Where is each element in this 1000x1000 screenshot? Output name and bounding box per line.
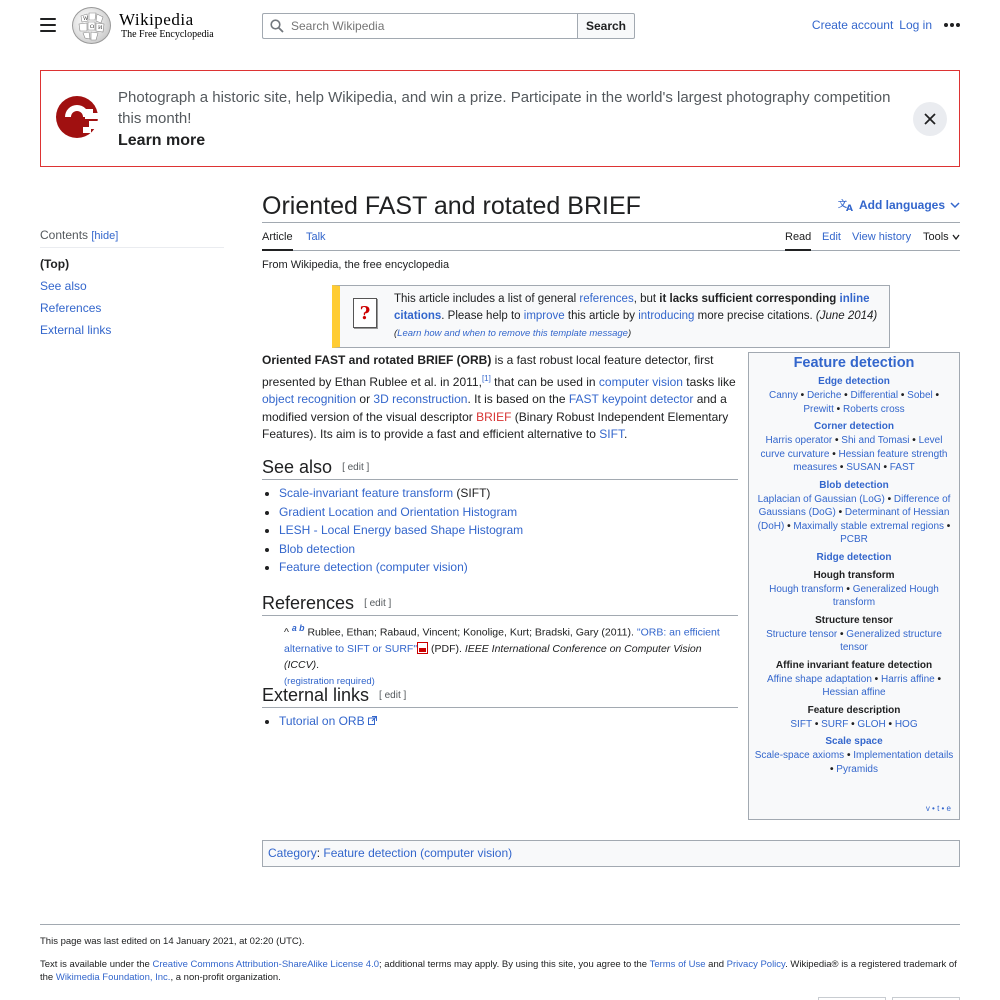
lead-text: tasks like (682, 374, 736, 389)
category-colon: : (316, 846, 324, 860)
navbox-list (749, 493, 959, 547)
notice-text: this article by (564, 310, 639, 322)
pdf-icon (417, 642, 428, 654)
privacy-link[interactable]: Privacy Policy (726, 959, 786, 970)
tab-edit[interactable]: Edit (822, 231, 841, 243)
navbox-item-link[interactable]: Level curve curvature (760, 435, 943, 460)
add-languages-label: Add languages (858, 198, 945, 212)
terms-link[interactable]: Terms of Use (649, 959, 706, 970)
footer-text: . Wikipedia® is a registered trademark of the (40, 959, 957, 983)
references-heading: References (262, 593, 355, 613)
toc-item-top[interactable]: (Top) (40, 257, 70, 271)
tools-label: Tools (923, 231, 949, 243)
list-item (279, 484, 738, 503)
tab-article[interactable]: Article (262, 231, 293, 251)
separator: • (832, 435, 842, 446)
see-also-link[interactable]: Blob detection (279, 541, 356, 556)
section-see-also (262, 456, 738, 577)
references-link[interactable]: references (579, 293, 634, 305)
navbox-group-heading: Affine invariant feature detection (775, 659, 933, 671)
separator: • (944, 520, 951, 532)
navbox-item-link[interactable]: Difference of Gaussians (DoG) (758, 493, 951, 518)
toc-heading-label: Contents (40, 228, 89, 242)
tutorial-orb-link[interactable]: Tutorial on ORB (279, 714, 365, 728)
page-footer (40, 924, 960, 984)
navbox-item-link[interactable]: Maximally stable extremal regions (793, 520, 945, 532)
navbox-item-link[interactable]: SIFT (790, 718, 813, 730)
navbox-item-link[interactable]: Generalized Hough transform (832, 583, 939, 608)
separator: • (880, 462, 890, 473)
improve-link[interactable]: improve (523, 310, 565, 322)
banner-learn-more-link[interactable]: Learn more (118, 132, 206, 149)
separator: • (885, 718, 895, 730)
navbox-item-link[interactable]: FAST (889, 462, 915, 473)
computer-vision-link[interactable]: computer vision (598, 374, 683, 389)
external-link-icon (368, 716, 377, 725)
last-edited: This page was last edited on 14 January 2021, at 02:20 (UTC). (40, 936, 305, 947)
navbox-vte[interactable] (926, 804, 951, 813)
navbox-item-link[interactable]: Generalized structure tensor (840, 628, 942, 653)
notice-text: . Please help to (441, 310, 524, 322)
separator: • (837, 462, 847, 473)
navbox-item-link[interactable]: Scale-space axioms (754, 750, 845, 761)
svg-text:文: 文 (837, 200, 847, 210)
close-banner-button[interactable] (913, 102, 947, 136)
navbox-item-link[interactable]: Implementation details (853, 750, 954, 761)
ref-backlink-a[interactable]: a (291, 623, 297, 633)
list-item (279, 712, 738, 731)
navbox-group-heading[interactable]: Ridge detection (816, 551, 892, 563)
see-also-link[interactable]: Feature detection (computer vision) (279, 560, 468, 574)
wikimedia-link[interactable]: Wikimedia Foundation, Inc. (55, 972, 171, 983)
category-box (262, 840, 960, 867)
lead-text: that can be used in (490, 374, 599, 389)
section-heading (262, 592, 738, 616)
navbox-item-link[interactable]: Hough transform (769, 583, 844, 595)
lead-text: (Binary Robust Independent Elementary Features). Its aim is to provide a fast and efficient alternative to (262, 409, 729, 441)
list-item (279, 558, 738, 577)
language-icon (838, 198, 854, 212)
chevron-down-icon (950, 201, 960, 209)
search-icon (263, 19, 291, 33)
notice-bold: it lacks sufficient corresponding (659, 293, 840, 305)
separator: • (835, 507, 845, 518)
notice-text: , but (633, 293, 660, 305)
orb-paper-link[interactable]: "ORB: an efficient alternative to SIFT or SURF" (284, 626, 720, 655)
separator: • (829, 448, 839, 460)
learn-remove-link[interactable]: Learn how and when to remove this template message (397, 328, 628, 339)
edit-section-link[interactable]: [ edit ] (342, 462, 370, 474)
navbox-item-link[interactable]: Hessian affine (822, 687, 886, 698)
tab-view-history[interactable]: View history (852, 231, 912, 243)
toc-item-external-links[interactable]: External links (40, 323, 112, 337)
ref-venue: IEEE International Conference on Computer Vision (ICCV) (284, 642, 702, 671)
see-also-link[interactable]: Gradient Location and Orientation Histogram (279, 504, 518, 519)
list-item (279, 540, 738, 559)
vte-links[interactable]: v • t • e (925, 804, 951, 813)
navbox-item-link[interactable]: SUSAN (846, 462, 881, 473)
separator: • (884, 493, 894, 505)
navbox-item-link[interactable]: Canny (768, 390, 798, 401)
brief-redlink[interactable]: BRIEF (476, 409, 512, 424)
navbox-group-heading: Structure tensor (815, 614, 893, 626)
navbox-item-link[interactable]: Deriche (806, 390, 842, 401)
separator: • (837, 628, 847, 640)
edit-section-link[interactable]: [ edit ] (364, 598, 392, 610)
see-also-heading: See also (262, 457, 333, 477)
user-links (812, 18, 960, 32)
photo-contest-banner (40, 70, 960, 167)
navbox-list (749, 434, 959, 475)
svg-text:Ω: Ω (90, 24, 95, 30)
sift-link[interactable]: SIFT (599, 427, 624, 441)
question-mark-icon: ? (353, 298, 377, 328)
lead-paragraph (262, 352, 740, 444)
separator: • (848, 718, 858, 730)
navbox-group-heading: Hough transform (813, 569, 895, 581)
ref-backlink-b[interactable]: b (299, 623, 305, 633)
svg-text:И: И (98, 25, 103, 31)
navbox-item-link[interactable]: GLOH (857, 718, 886, 730)
navbox-item-link[interactable]: Structure tensor (766, 628, 838, 640)
main-menu-icon[interactable] (40, 18, 56, 32)
see-also-link[interactable]: LESH - Local Energy based Shape Histogram (279, 523, 524, 537)
toc-item-see-also[interactable]: See also (40, 279, 87, 293)
notice-text: This article includes a list of general (394, 293, 580, 305)
lead-text: and a modified version of the visual descriptor (262, 392, 727, 424)
add-languages-button[interactable] (838, 198, 960, 212)
lead-text: is a fast robust local feature detector, first presented by Ethan Rublee et al. in 2011, (262, 353, 714, 389)
banner-message: Photograph a historic site, help Wikipedia, and win a prize. Participate in the world's largest photography competition this month! (118, 89, 891, 127)
list-suffix: (SIFT) (453, 486, 491, 500)
navbox-list (749, 718, 959, 732)
log-in-link[interactable]: Log in (899, 18, 932, 32)
navbox-list (749, 583, 959, 610)
separator: • (830, 763, 837, 775)
page-title: Oriented FAST and rotated BRIEF (262, 190, 960, 223)
fast-detector-link[interactable]: FAST keypoint detector (568, 392, 694, 406)
section-references (262, 592, 738, 690)
close-icon (923, 112, 937, 126)
registration-required-link[interactable]: (registration required) (284, 675, 375, 687)
search-box[interactable] (262, 13, 578, 39)
tools-menu[interactable] (923, 231, 960, 251)
navbox-item-link[interactable]: Harris operator (765, 435, 833, 446)
separator: • (797, 390, 807, 401)
search-input[interactable] (291, 19, 561, 33)
navbox-item-link[interactable]: Differential (850, 390, 899, 401)
separator: • (844, 750, 854, 761)
separator: • (833, 403, 843, 415)
license-text (40, 958, 960, 984)
navbox-item-link[interactable]: Sobel (907, 390, 933, 401)
search-button[interactable]: Search (577, 13, 635, 39)
separator: • (898, 390, 908, 401)
list-item (279, 521, 738, 540)
navbox-item-link[interactable]: Harris affine (880, 673, 935, 685)
separator: • (934, 673, 941, 685)
lead-text: or (356, 392, 374, 406)
footer-text: and (705, 959, 727, 970)
create-account-link[interactable]: Create account (811, 18, 894, 32)
toc-heading (40, 228, 224, 248)
navbox-item-link[interactable]: PCBR (840, 534, 868, 545)
navbox-item-link[interactable]: HOG (894, 718, 918, 730)
notice-date: (June 2014) (815, 310, 878, 322)
separator: • (909, 435, 919, 446)
separator: • (812, 718, 822, 730)
toc-item-references[interactable]: References (40, 301, 102, 315)
ref-authors: Rublee, Ethan; Rabaud, Vincent; Konolige, Kurt; Bradski, Gary (2011). (304, 626, 637, 639)
external-links-heading: External links (262, 685, 370, 705)
inline-citations-link[interactable]: inline citations (394, 293, 870, 322)
ref-pdf: (PDF). (428, 642, 465, 655)
reference-item (284, 620, 738, 690)
wiki-loves-monuments-logo (53, 93, 107, 141)
navbox-group-heading[interactable]: Edge detection (818, 376, 890, 387)
separator: • (841, 390, 851, 401)
lead-bold: Oriented FAST and rotated BRIEF (ORB) (262, 353, 492, 367)
lead-text: . It is based on the (467, 392, 569, 406)
separator: • (932, 390, 940, 401)
footer-text: , a non-profit organization. (170, 972, 281, 983)
category-value-link[interactable]: Feature detection (computer vision) (323, 846, 513, 860)
navbox-item-link[interactable]: Roberts cross (842, 403, 905, 415)
navbox-group-heading[interactable]: Scale space (825, 736, 883, 747)
separator: • (871, 673, 881, 685)
wikipedia-globe-logo[interactable] (72, 7, 111, 44)
citation-notice (332, 285, 890, 348)
cc-license-link[interactable]: Creative Commons Attribution-ShareAlike License 4.0 (152, 959, 380, 970)
navbox-item-link[interactable]: Prewitt (803, 403, 834, 415)
navbox-group-heading[interactable]: Blob detection (819, 479, 889, 491)
separator: • (843, 583, 853, 595)
tab-read[interactable]: Read (785, 231, 811, 251)
page-tabs (262, 223, 960, 251)
navbox-item-link[interactable]: Pyramids (836, 763, 878, 775)
navbox-group-heading[interactable]: Corner detection (813, 421, 894, 432)
footer-text: Text is available under the (40, 959, 153, 970)
tab-talk[interactable]: Talk (306, 231, 326, 243)
ref-dot: . (316, 658, 320, 671)
navbox-item-link[interactable]: SURF (821, 718, 849, 730)
3d-reconstruction-link[interactable]: 3D reconstruction (373, 392, 468, 406)
footer-text: ; additional terms may apply. By using this site, you agree to the (379, 959, 650, 970)
list-item (279, 503, 738, 522)
notice-paren: ( (394, 328, 398, 339)
navbox-title[interactable]: Feature detection (793, 355, 915, 371)
notice-text: more precise citations. (694, 310, 816, 322)
navbox-item-link[interactable]: Affine shape adaptation (767, 673, 872, 685)
wikipedia-wordmark[interactable]: Wikipedia (119, 10, 194, 29)
site-header (0, 0, 1000, 52)
separator: • (784, 520, 794, 532)
navbox-item-link[interactable]: Determinant of Hessian (DoH) (757, 507, 950, 532)
navbox-list (749, 749, 959, 776)
section-external-links (262, 684, 738, 731)
svg-text:W: W (83, 16, 89, 22)
feature-detection-navbox (748, 352, 960, 820)
object-recognition-link[interactable]: object recognition (262, 392, 357, 406)
navbox-item-link[interactable]: Hessian feature strength measures (793, 448, 948, 473)
navbox-item-link[interactable]: Laplacian of Gaussian (LoG) (757, 493, 885, 505)
toc-hide-toggle[interactable]: [hide] (91, 230, 119, 242)
chevron-down-icon (952, 234, 960, 240)
edit-section-link[interactable]: [ edit ] (379, 690, 407, 702)
navbox-item-link[interactable]: Shi and Tomasi (841, 435, 910, 446)
ref-caret: ^ (284, 626, 289, 639)
introducing-link[interactable]: introducing (638, 310, 695, 322)
article-content (262, 190, 960, 860)
navbox-list (749, 628, 959, 655)
navbox-list (749, 389, 959, 416)
category-link[interactable]: Category (268, 846, 317, 860)
wikipedia-tagline: The Free Encyclopedia (121, 29, 214, 40)
svg-text:A: A (845, 204, 853, 212)
notice-paren: ) (627, 328, 632, 339)
more-options-icon[interactable] (944, 18, 960, 32)
section-heading (262, 456, 738, 480)
see-also-link[interactable]: Scale-invariant feature transform (279, 486, 454, 500)
table-of-contents (40, 228, 224, 344)
navbox-list (749, 673, 959, 700)
lead-text: . (623, 427, 628, 441)
section-heading (262, 684, 738, 708)
citation-1-link[interactable]: [1] (481, 373, 491, 383)
site-sub: From Wikipedia, the free encyclopedia (262, 259, 450, 271)
navbox-group-heading: Feature description (807, 704, 901, 716)
